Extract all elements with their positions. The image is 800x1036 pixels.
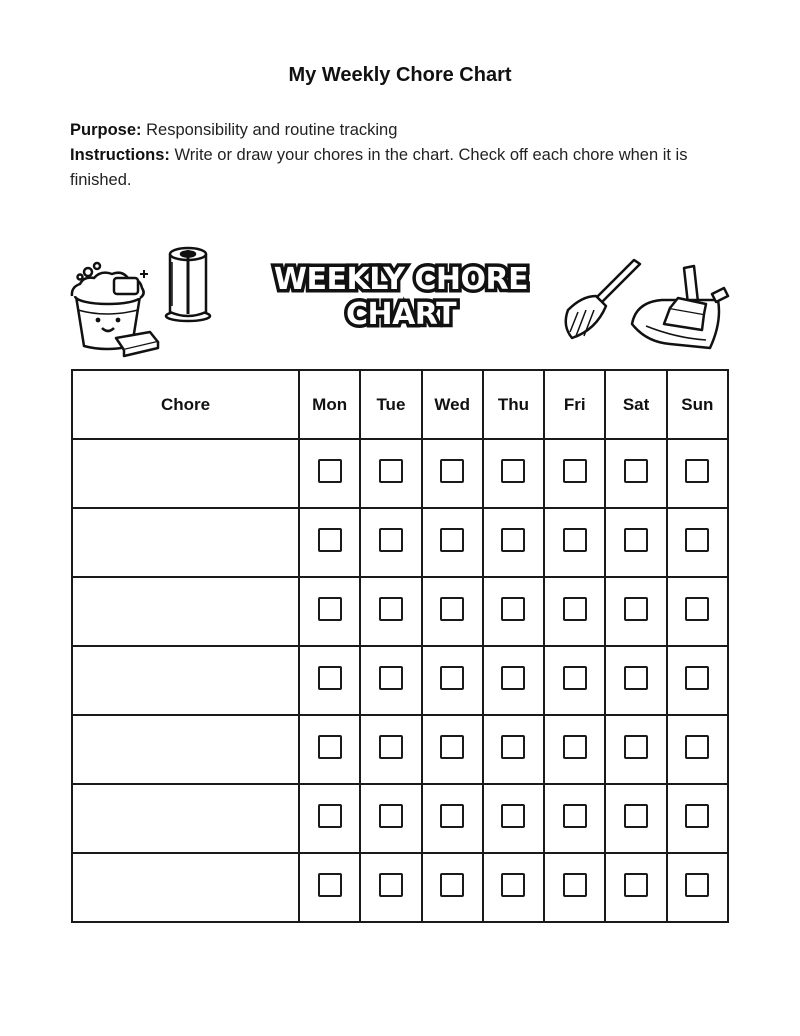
checkbox[interactable]	[624, 597, 648, 621]
day-cell-thu	[483, 715, 544, 784]
day-cell-sat	[605, 715, 666, 784]
day-header-mon: Mon	[299, 370, 360, 439]
table-row	[72, 577, 728, 646]
checkbox[interactable]	[501, 666, 525, 690]
table-header-row	[72, 370, 728, 439]
day-cell-sat	[605, 853, 666, 922]
checkbox[interactable]	[501, 873, 525, 897]
checkbox[interactable]	[318, 459, 342, 483]
table-row	[72, 784, 728, 853]
checkbox[interactable]	[318, 804, 342, 828]
checkbox[interactable]	[501, 459, 525, 483]
day-cell-tue	[360, 784, 421, 853]
day-header-fri: Fri	[544, 370, 605, 439]
day-cell-sun	[667, 508, 728, 577]
day-cell-fri	[544, 715, 605, 784]
checkbox[interactable]	[440, 735, 464, 759]
day-cell-thu	[483, 853, 544, 922]
chart-banner	[66, 240, 736, 360]
chore-table-body	[72, 439, 728, 922]
day-cell-thu	[483, 646, 544, 715]
day-cell-sun	[667, 439, 728, 508]
intro-section	[70, 118, 735, 193]
checkbox[interactable]	[379, 459, 403, 483]
checkbox[interactable]	[440, 873, 464, 897]
day-header-sat: Sat	[605, 370, 666, 439]
checkbox[interactable]	[318, 528, 342, 552]
day-cell-fri	[544, 577, 605, 646]
sparkle-icon	[140, 270, 148, 278]
day-cell-wed	[422, 577, 483, 646]
checkbox[interactable]	[318, 597, 342, 621]
checkbox[interactable]	[440, 459, 464, 483]
day-cell-fri	[544, 784, 605, 853]
checkbox[interactable]	[563, 597, 587, 621]
day-cell-sat	[605, 577, 666, 646]
checkbox[interactable]	[440, 528, 464, 552]
day-cell-fri	[544, 508, 605, 577]
day-cell-sat	[605, 646, 666, 715]
checkbox[interactable]	[624, 528, 648, 552]
day-cell-wed	[422, 784, 483, 853]
day-header-sun: Sun	[667, 370, 728, 439]
checkbox[interactable]	[379, 873, 403, 897]
day-cell-mon	[299, 784, 360, 853]
checkbox[interactable]	[501, 804, 525, 828]
day-cell-tue	[360, 646, 421, 715]
day-cell-sun	[667, 646, 728, 715]
checkbox[interactable]	[624, 804, 648, 828]
day-cell-tue	[360, 577, 421, 646]
checkbox[interactable]	[624, 735, 648, 759]
table-row	[72, 853, 728, 922]
day-cell-thu	[483, 784, 544, 853]
dustpan-brush-icon	[632, 266, 728, 348]
day-cell-wed	[422, 853, 483, 922]
purpose-line	[70, 118, 735, 143]
checkbox[interactable]	[501, 528, 525, 552]
day-cell-sun	[667, 715, 728, 784]
checkbox[interactable]	[685, 459, 709, 483]
day-header-thu: Thu	[483, 370, 544, 439]
chore-name-cell[interactable]	[72, 853, 299, 922]
day-cell-sun	[667, 577, 728, 646]
day-cell-thu	[483, 508, 544, 577]
checkbox[interactable]	[379, 597, 403, 621]
checkbox[interactable]	[563, 804, 587, 828]
checkbox[interactable]	[440, 666, 464, 690]
day-cell-thu	[483, 439, 544, 508]
day-cell-fri	[544, 646, 605, 715]
checkbox[interactable]	[624, 666, 648, 690]
day-cell-fri	[544, 853, 605, 922]
day-cell-wed	[422, 508, 483, 577]
checkbox[interactable]	[685, 597, 709, 621]
checkbox[interactable]	[379, 735, 403, 759]
day-cell-mon	[299, 715, 360, 784]
checkbox[interactable]	[685, 873, 709, 897]
checkbox[interactable]	[318, 666, 342, 690]
instructions-label: Instructions:	[70, 146, 170, 164]
checkbox[interactable]	[624, 459, 648, 483]
checkbox[interactable]	[624, 873, 648, 897]
day-cell-thu	[483, 577, 544, 646]
day-cell-sun	[667, 784, 728, 853]
day-cell-fri	[544, 439, 605, 508]
chore-column-header: Chore	[72, 370, 299, 439]
checkbox[interactable]	[379, 804, 403, 828]
day-cell-wed	[422, 439, 483, 508]
page-title: My Weekly Chore Chart	[288, 64, 512, 86]
chore-name-cell[interactable]	[72, 508, 299, 577]
checkbox[interactable]	[379, 666, 403, 690]
chore-table	[71, 369, 729, 923]
chore-name-cell[interactable]	[72, 715, 299, 784]
day-cell-sat	[605, 439, 666, 508]
checkbox[interactable]	[685, 735, 709, 759]
day-cell-tue	[360, 853, 421, 922]
day-cell-sat	[605, 508, 666, 577]
day-cell-mon	[299, 853, 360, 922]
day-cell-mon	[299, 508, 360, 577]
day-cell-tue	[360, 439, 421, 508]
table-row	[72, 646, 728, 715]
instructions-text: Write or draw your chores in the chart. Check off each chore when it is finished.	[70, 146, 688, 189]
paper-towel-icon	[166, 248, 210, 321]
chore-name-cell[interactable]	[72, 646, 299, 715]
chore-name-cell[interactable]	[72, 577, 299, 646]
checkbox[interactable]	[685, 528, 709, 552]
checkbox[interactable]	[440, 597, 464, 621]
chart-banner-title: WEEKLY CHORE CHART	[273, 262, 529, 332]
checkbox[interactable]	[318, 873, 342, 897]
day-header-wed: Wed	[422, 370, 483, 439]
checkbox[interactable]	[501, 735, 525, 759]
day-cell-sat	[605, 784, 666, 853]
day-cell-wed	[422, 715, 483, 784]
purpose-text: Responsibility and routine tracking	[146, 121, 398, 139]
instructions-line	[70, 143, 735, 193]
day-cell-tue	[360, 508, 421, 577]
checkbox[interactable]	[501, 597, 525, 621]
checkbox[interactable]	[440, 804, 464, 828]
purpose-label: Purpose:	[70, 121, 142, 139]
day-cell-tue	[360, 715, 421, 784]
chore-name-cell[interactable]	[72, 784, 299, 853]
checkbox[interactable]	[563, 528, 587, 552]
checkbox[interactable]	[563, 735, 587, 759]
table-row	[72, 715, 728, 784]
checkbox[interactable]	[563, 873, 587, 897]
checkbox[interactable]	[685, 666, 709, 690]
checkbox[interactable]	[318, 735, 342, 759]
table-row	[72, 508, 728, 577]
day-header-tue: Tue	[360, 370, 421, 439]
checkbox[interactable]	[379, 528, 403, 552]
day-cell-wed	[422, 646, 483, 715]
checkbox[interactable]	[685, 804, 709, 828]
day-cell-mon	[299, 439, 360, 508]
day-cell-sun	[667, 853, 728, 922]
day-cell-mon	[299, 577, 360, 646]
day-cell-mon	[299, 646, 360, 715]
table-row	[72, 439, 728, 508]
checkbox[interactable]	[563, 459, 587, 483]
chore-name-cell[interactable]	[72, 439, 299, 508]
checkbox[interactable]	[563, 666, 587, 690]
